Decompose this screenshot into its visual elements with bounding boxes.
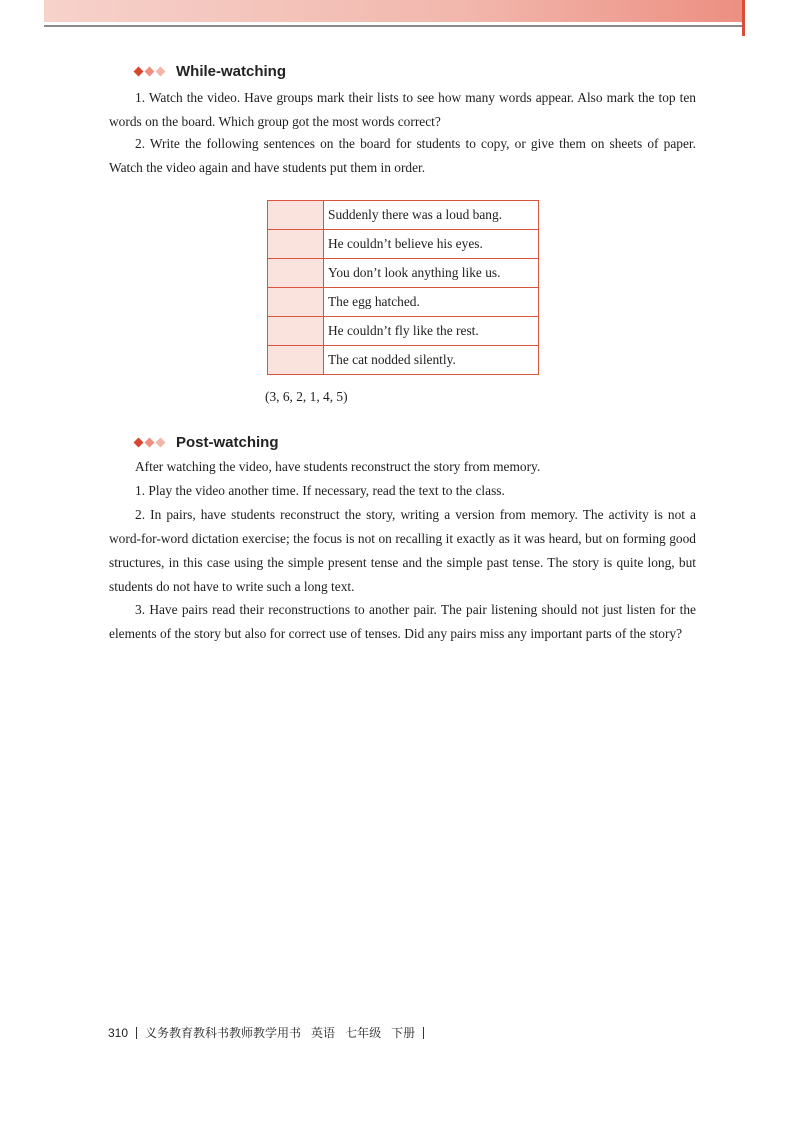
answer-key: (3, 6, 2, 1, 4, 5) [265,389,348,404]
post-watching-paragraph-1: 1. Play the video another time. If necessary, read the text to the class. [135,483,505,498]
corner-mark [742,0,745,36]
order-blank-cell [268,288,324,317]
footer-grade: 七年级 [345,1026,382,1040]
table-row [268,346,539,375]
sentence-cell: He couldn’t fly like the rest. [324,317,539,346]
while-watching-paragraph-1: 1. Watch the video. Have groups mark their lists to see how many words appear. Also mark the top ten words on the board. Which group got the most words correct? [109,90,696,129]
footer-volume: 下册 [391,1026,416,1040]
while-watching-heading [135,63,286,80]
header-band [44,0,744,22]
diamond-bullets-icon [135,68,168,75]
sentence-cell: Suddenly there was a loud bang. [324,201,539,230]
while-watching-paragraph-2: 2. Write the following sentences on the board for students to copy, or give them on sheets of paper. Watch the video again and have students put them in order. [109,136,696,175]
table-row [268,230,539,259]
sentence-cell: You don’t look anything like us. [324,259,539,288]
footer-divider [423,1027,424,1039]
order-blank-cell [268,230,324,259]
header-rule [44,25,744,27]
sentence-order-table [267,200,539,375]
table-row [268,201,539,230]
post-watching-title: Post-watching [176,434,279,451]
post-watching-intro: After watching the video, have students reconstruct the story from memory. [135,459,541,474]
sentence-cell: He couldn’t believe his eyes. [324,230,539,259]
post-watching-paragraph-2: 2. In pairs, have students reconstruct the story, writing a version from memory. The activity is not a word-for-word dictation exercise; the focus is not on recalling it exactly as it was heard, but on forming good structures, in this case using the simple present tense and the simple past tense. The story is quite long, but students do not have to write such a long text. [109,507,696,594]
post-watching-heading [135,434,279,451]
table-row [268,288,539,317]
order-blank-cell [268,317,324,346]
sentence-cell: The egg hatched. [324,288,539,317]
sentence-cell: The cat nodded silently. [324,346,539,375]
while-watching-title: While-watching [176,63,286,80]
footer-book-title: 义务教育教科书教师教学用书 [145,1026,302,1040]
order-blank-cell [268,259,324,288]
table-row [268,259,539,288]
page-footer [108,1024,432,1041]
order-blank-cell [268,346,324,375]
table-row [268,317,539,346]
footer-subject: 英语 [311,1026,336,1040]
diamond-bullets-icon [135,439,168,446]
footer-divider [136,1027,137,1039]
order-blank-cell [268,201,324,230]
page-number: 310 [108,1025,129,1040]
post-watching-paragraph-3: 3. Have pairs read their reconstructions to another pair. The pair listening should not just listen for the elements of the story but also for correct use of tenses. Did any pairs miss any important parts of the story? [109,602,696,641]
